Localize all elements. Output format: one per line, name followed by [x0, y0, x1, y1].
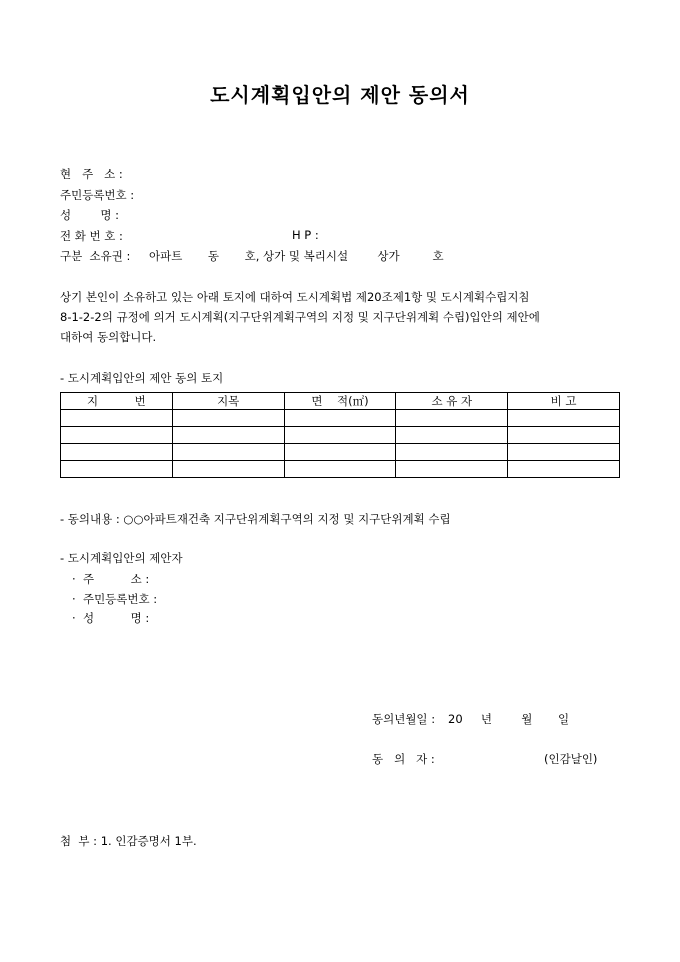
address-label: 현 주 소 :: [60, 167, 123, 181]
table-cell[interactable]: [172, 410, 284, 427]
paragraph-line: 8-1-2-2의 규정에 의거 도시계획(지구단위계획구역의 지정 및 지구단위계획 수립)입안의 제안에: [60, 310, 540, 324]
table-cell[interactable]: [61, 410, 173, 427]
name-label: 성 명 :: [60, 208, 119, 222]
table-row: [61, 427, 620, 444]
ownership-category-label: 구분 소유권 :: [60, 249, 131, 263]
column-header-land-category: 지목: [172, 393, 284, 410]
table-cell[interactable]: [284, 444, 396, 461]
consenter-label: 동 의 자 :: [372, 752, 435, 766]
document-title: 도시계획입안의 제안 동의서: [210, 83, 470, 107]
land-table: [60, 392, 620, 478]
consent-date-value: 20 년 월 일: [448, 712, 570, 726]
column-header-remarks: 비 고: [508, 393, 620, 410]
table-cell[interactable]: [396, 410, 508, 427]
table-row: [61, 410, 620, 427]
table-cell[interactable]: [284, 461, 396, 478]
consent-paragraph: [60, 287, 625, 347]
column-header-lot-number: 지 번: [61, 393, 173, 410]
table-cell[interactable]: [284, 410, 396, 427]
table-cell[interactable]: [172, 444, 284, 461]
table-cell[interactable]: [172, 427, 284, 444]
table-cell[interactable]: [396, 444, 508, 461]
proposer-name-label: · 성 명 :: [72, 611, 150, 625]
table-cell[interactable]: [396, 427, 508, 444]
table-cell[interactable]: [172, 461, 284, 478]
table-cell[interactable]: [61, 461, 173, 478]
column-header-owner: 소 유 자: [396, 393, 508, 410]
table-cell[interactable]: [284, 427, 396, 444]
column-header-area: 면 적(㎡): [284, 393, 396, 410]
attachment-note: 첨 부 : 1. 인감증명서 1부.: [60, 834, 197, 848]
proposer-heading: - 도시계획입안의 제안자: [60, 551, 183, 565]
seal-placeholder: (인감날인): [544, 752, 598, 766]
consent-content: - 동의내용 : ○○아파트재건축 지구단위계획구역의 지정 및 지구단위계획 수립: [60, 512, 451, 526]
table-cell[interactable]: [508, 461, 620, 478]
ownership-category-value: 아파트 동 호, 상가 및 복리시설 상가 호: [149, 249, 444, 263]
mobile-label: H P :: [292, 228, 319, 242]
paragraph-line: 상기 본인이 소유하고 있는 아래 토지에 대하여 도시계획법 제20조제1항 및 도시계획수립지침: [60, 290, 530, 304]
table-header-row: [61, 393, 620, 410]
proposer-id-label: · 주민등록번호 :: [72, 592, 158, 606]
phone-label: 전 화 번 호 :: [60, 229, 123, 243]
table-row: [61, 461, 620, 478]
proposer-address-label: · 주 소 :: [72, 572, 150, 586]
table-cell[interactable]: [508, 444, 620, 461]
land-section-heading: - 도시계획입안의 제안 동의 토지: [60, 371, 224, 385]
table-cell[interactable]: [508, 410, 620, 427]
table-cell[interactable]: [61, 444, 173, 461]
resident-id-label: 주민등록번호 :: [60, 188, 135, 202]
table-row: [61, 444, 620, 461]
table-cell[interactable]: [508, 427, 620, 444]
consent-date-label: 동의년월일 :: [372, 712, 436, 726]
paragraph-line: 대하여 동의합니다.: [60, 330, 157, 344]
table-cell[interactable]: [396, 461, 508, 478]
table-cell[interactable]: [61, 427, 173, 444]
